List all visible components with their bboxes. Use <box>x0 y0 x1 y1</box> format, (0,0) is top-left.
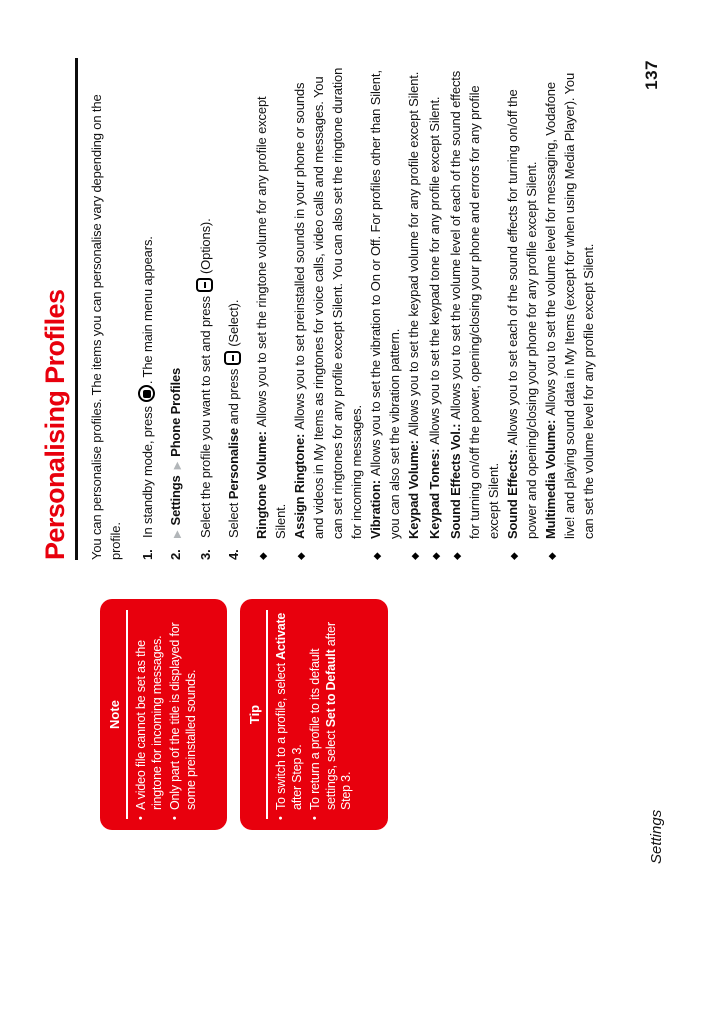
feature-term: Assign Ringtone: <box>292 433 307 539</box>
step-item <box>138 58 157 560</box>
menu-path-label: Settings <box>168 475 183 526</box>
feature-item <box>404 58 425 560</box>
page-number: 137 <box>642 60 661 90</box>
feature-desc: Allows you to set preinstalled sounds in your phone or sounds and videos in My Items as ringtones for voice calls, video calls and messages. You can set ringtones for any profile except Silent. You can also set the ringtone duration for incoming messages. <box>292 67 364 539</box>
diamond-bullet-icon: ◆ <box>509 552 520 560</box>
numbered-steps <box>138 58 243 560</box>
diamond-bullet-icon: ◆ <box>452 552 463 560</box>
note-box <box>100 599 227 830</box>
diamond-bullet-icon: ◆ <box>547 552 558 560</box>
note-header-rule <box>126 610 128 819</box>
step-text <box>196 58 215 538</box>
step-text-pre: In standby mode, press <box>140 406 155 538</box>
feature-desc: Allows you to set the ringtone volume for any profile except Silent. <box>254 96 288 539</box>
tip-item-text <box>308 609 355 810</box>
step-text <box>224 58 243 538</box>
chapter-footer-label: Settings <box>648 809 665 864</box>
note-header: Note <box>107 700 122 729</box>
main-text-column <box>40 58 598 560</box>
feature-text <box>404 58 425 539</box>
step-number: 1. <box>140 549 155 560</box>
step-text <box>166 58 187 538</box>
diamond-bullet-icon: ◆ <box>258 552 269 560</box>
feature-term: Ringtone Volume: <box>254 431 269 539</box>
feature-desc: Allows you to set the keypad tone for any profile except Silent. <box>427 96 442 445</box>
note-item-text: A video file cannot be set as the ringtone for incoming messages. <box>134 635 164 810</box>
page-title: Personalising Profiles <box>40 289 70 560</box>
step-item <box>196 58 215 560</box>
bullet-dot-icon: • <box>275 816 287 820</box>
tip-text-bold: Activate <box>274 612 288 660</box>
diamond-bullet-icon: ◆ <box>296 552 307 560</box>
feature-desc: Allows you to set each of the sound effects for turning on/off the power and opening/closing your phone for any profile except Silent. <box>505 89 539 539</box>
step-item <box>224 58 243 560</box>
feature-text <box>252 58 290 539</box>
step-item <box>166 58 187 560</box>
feature-item <box>446 58 503 560</box>
tip-text-post: after Step 3. <box>289 744 304 810</box>
feature-item <box>541 58 598 560</box>
soft-key-icon <box>224 351 241 365</box>
feature-desc: Allows you to set the volume level for messaging, Vodafone live! and playing sound data in My Items (except for when using Media Player). You can set the volume level for any profile except Silent. <box>543 72 596 539</box>
tip-item <box>274 609 305 820</box>
bullet-dot-icon: • <box>169 816 181 820</box>
soft-key-icon <box>196 278 213 292</box>
tip-header-rule <box>266 610 268 819</box>
step-text-pre: Select the profile you want to set and press <box>198 296 213 538</box>
feature-desc: Allows you to set the vibration to On or Off. For profiles other than Silent, you can also set the vibration pattern. <box>368 70 402 539</box>
menu-arrow-icon: ▶ <box>172 461 183 470</box>
feature-term: Keypad Tones: <box>427 448 442 539</box>
tip-text-bold: Set to Default <box>323 649 338 728</box>
note-item <box>168 609 199 820</box>
tip-box <box>240 599 388 830</box>
note-item-text: Only part of the title is displayed for some preinstalled sounds. <box>168 622 198 810</box>
feature-item <box>503 58 541 560</box>
menu-path-label: Phone Profiles <box>168 367 183 457</box>
step-number: 3. <box>198 549 213 560</box>
menu-arrow-icon: ▶ <box>172 530 183 538</box>
intro-text: You can personalise profiles. The items you can personalise vary depending on the profile. <box>89 94 123 560</box>
step-number: 2. <box>168 549 183 560</box>
bullet-dot-icon: • <box>135 816 147 820</box>
step-text-bold: Personalise <box>226 427 241 500</box>
step-text-post: . The main menu appears. <box>140 236 155 385</box>
feature-desc: Allows you to set the volume level of each of the sound effects for turning on/off the power, opening/closing your phone and errors for any profile except Silent. <box>448 70 501 539</box>
feature-term: Multimedia Volume: <box>543 419 558 539</box>
feature-text <box>541 58 598 539</box>
step-text-pre: Select <box>226 499 241 538</box>
feature-text <box>290 58 366 539</box>
feature-list <box>252 58 598 560</box>
feature-item <box>252 58 290 560</box>
feature-item <box>366 58 404 560</box>
note-item <box>134 609 165 820</box>
diamond-bullet-icon: ◆ <box>431 552 442 560</box>
feature-item <box>290 58 366 560</box>
feature-term: Keypad Volume: <box>406 440 421 539</box>
step-number: 4. <box>226 549 241 560</box>
diamond-bullet-icon: ◆ <box>372 552 383 560</box>
bullet-dot-icon: • <box>309 816 321 820</box>
feature-term: Sound Effects: <box>505 449 520 539</box>
tip-text-post: after Step 3. <box>323 622 353 810</box>
diamond-bullet-icon: ◆ <box>410 552 421 560</box>
feature-term: Vibration: <box>368 480 383 539</box>
tip-text-pre: To return a profile to its default settings, select <box>308 648 338 810</box>
step-text <box>138 58 157 538</box>
tip-text-pre: To switch to a profile, select <box>274 659 288 810</box>
step-text-post: (Select). <box>226 299 241 347</box>
feature-text <box>503 58 541 539</box>
tip-item-text <box>274 609 305 810</box>
feature-text <box>446 58 503 539</box>
step-text-mid: and press <box>226 368 241 428</box>
title-underline-rule <box>75 58 78 560</box>
center-key-icon <box>138 385 155 402</box>
feature-term: Sound Effects Vol.: <box>448 423 463 539</box>
tip-header: Tip <box>247 704 262 725</box>
feature-text <box>366 58 404 539</box>
feature-desc: Allows you to set the keypad volume for any profile except Silent. <box>406 71 421 437</box>
step-text-post: (Options). <box>198 218 213 274</box>
feature-item <box>425 58 446 560</box>
tip-item <box>308 609 355 820</box>
feature-text <box>425 58 446 539</box>
